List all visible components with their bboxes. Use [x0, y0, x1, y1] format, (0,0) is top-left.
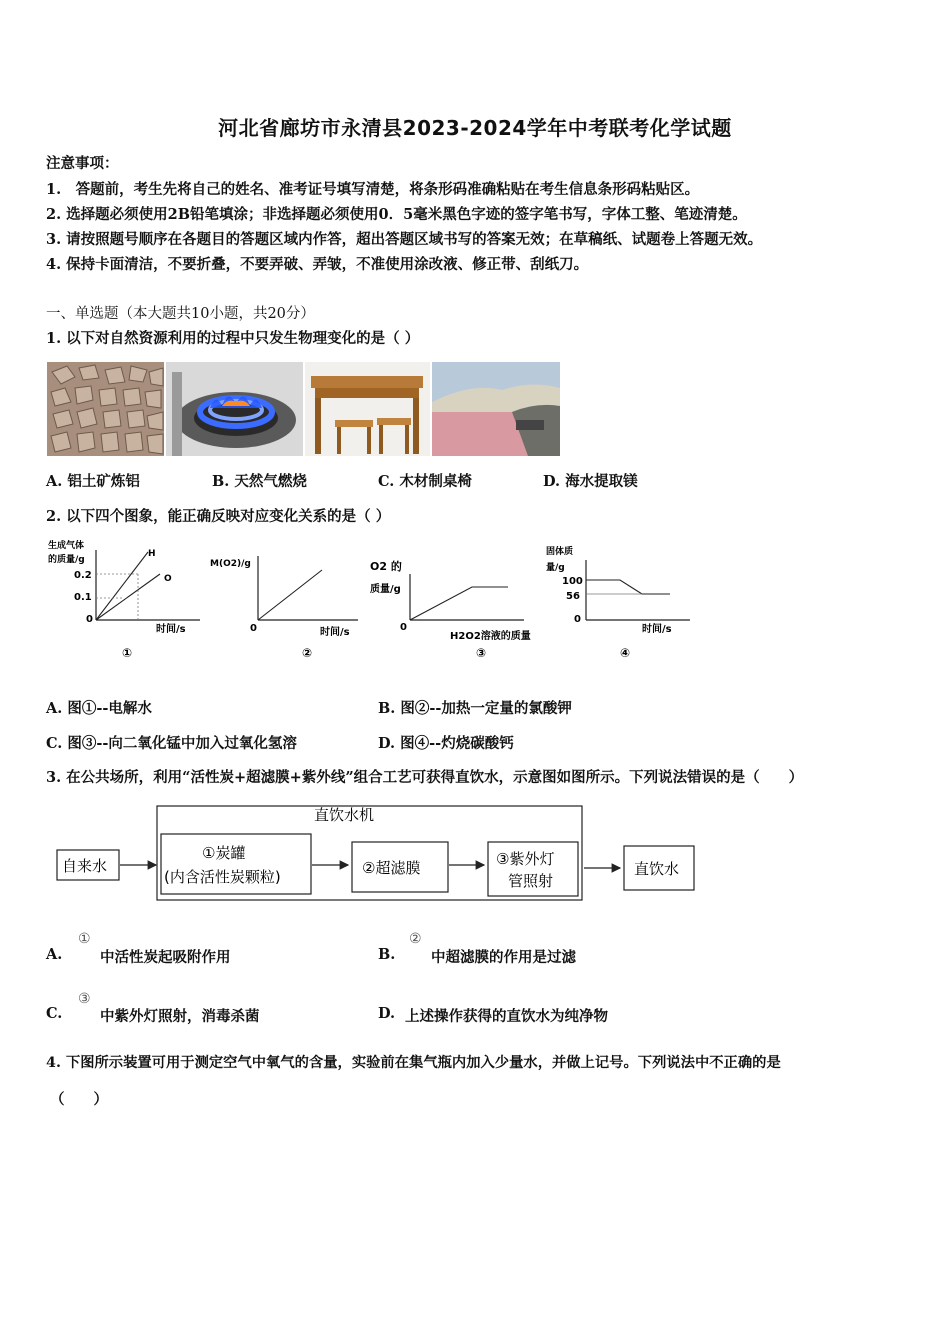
graph-4-number: ④ — [620, 646, 631, 660]
notice-heading: 注意事项： — [46, 155, 119, 172]
question-3-stem: 3. 在公共场所，利用“活性炭+超滤膜+紫外线”组合工艺可获得直饮水，示意图如图所示。下列说法错误的是（ ） — [46, 769, 804, 786]
q1-option-a[interactable]: A. 铝土矿炼铝 — [46, 473, 140, 490]
q2-option-d[interactable]: D. 图④--灼烧碳酸钙 — [378, 735, 514, 752]
graph-1-xlabel: 时间/s — [156, 624, 186, 635]
graph-4-tick: 100 — [562, 576, 583, 587]
graph-3-ylabel: 质量/g — [370, 584, 401, 595]
q3-option-d-letter[interactable]: D. — [378, 1005, 396, 1022]
graph-3-zero: 0 — [400, 622, 407, 633]
water-purifier-diagram — [50, 798, 710, 908]
graph-1-ylabel: 生成气体 — [48, 541, 85, 551]
q3-option-c-text[interactable]: 中紫外灯照射，消毒杀菌 — [100, 1008, 260, 1025]
source-label: 自来水 — [62, 857, 108, 875]
q1-option-c[interactable]: C. 木材制桌椅 — [378, 473, 472, 490]
notice-item: 2. 选择题必须使用2B铅笔填涂；非选择题必须使用0．5毫米黑色字迹的签字笔书写，字体工整、笔迹清楚。 — [46, 206, 747, 223]
notice-item: 1. 答题前，考生先将自己的姓名、准考证号填写清楚，将条形码准确粘贴在考生信息条形码粘贴区。 — [46, 181, 700, 198]
graph-3-xlabel: H2O2溶液的质量 — [450, 631, 531, 642]
q3-option-a-letter[interactable]: A. — [46, 946, 63, 963]
seawater-salt-field-photo — [432, 362, 560, 456]
step-3-label: ③紫外灯 — [496, 850, 555, 868]
q1-option-b[interactable]: B. 天然气燃烧 — [212, 473, 307, 490]
step-1-label: ①炭罐 — [202, 844, 246, 862]
q3-option-a-marker: ① — [78, 931, 91, 947]
q2-option-a[interactable]: A. 图①--电解水 — [46, 700, 152, 717]
graph-1 — [48, 539, 200, 660]
q3-option-a-text[interactable]: 中活性炭起吸附作用 — [100, 949, 231, 966]
q3-option-c-letter[interactable]: C. — [46, 1005, 63, 1022]
graph-4 — [546, 545, 690, 660]
step-3-detail: 管照射 — [508, 872, 554, 890]
gas-burner-photo — [166, 362, 303, 456]
q3-option-b-letter[interactable]: B. — [378, 946, 396, 963]
graph-4-xlabel: 时间/s — [642, 624, 672, 635]
graph-2-zero: 0 — [250, 623, 257, 634]
question-1-stem: 1. 以下对自然资源利用的过程中只发生物理变化的是（ ） — [46, 330, 420, 347]
step-2-label: ②超滤膜 — [362, 859, 421, 877]
q3-option-b-marker: ② — [409, 931, 422, 947]
graph-2 — [210, 556, 358, 660]
graph-4-ylabel: 量/g — [546, 563, 565, 573]
graph-4-tick: 56 — [566, 591, 580, 602]
graph-1-line-label: H — [148, 549, 156, 559]
graph-1-line-label: O — [164, 574, 172, 584]
question-4-paren: （ ） — [50, 1091, 108, 1108]
graph-1-number: ① — [122, 646, 133, 660]
notice-item: 3. 请按照题号顺序在各题目的答题区域内作答，超出答题区域书写的答案无效；在草稿纸、试题卷上答题无效。 — [46, 231, 763, 248]
graph-1-tick: 0.2 — [74, 570, 92, 581]
question-4-stem: 4. 下图所示装置可用于测定空气中氧气的含量，实验前在集气瓶内加入少量水，并做上记号。下列说法中不正确的是 — [46, 1055, 781, 1071]
graph-3-ylabel: O2 的 — [370, 560, 402, 573]
q2-option-b[interactable]: B. 图②--加热一定量的氯酸钾 — [378, 700, 572, 717]
q2-graphs — [40, 536, 700, 666]
wooden-furniture-photo — [305, 362, 430, 456]
graph-1-zero: 0 — [86, 614, 93, 625]
graph-3 — [370, 559, 531, 660]
bauxite-photo — [47, 362, 164, 456]
graph-1-ylabel: 的质量/g — [48, 555, 85, 565]
notice-item: 4. 保持卡面清洁，不要折叠，不要弄破、弄皱，不准使用涂改液、修正带、刮纸刀。 — [46, 256, 589, 273]
step-1-detail: (内含活性炭颗粒) — [164, 868, 281, 886]
page-title: 河北省廊坊市永清县2023-2024学年中考联考化学试题 — [218, 116, 732, 140]
q3-option-d-text[interactable]: 上述操作获得的直饮水为纯净物 — [405, 1008, 608, 1025]
q3-option-b-text[interactable]: 中超滤膜的作用是过滤 — [431, 949, 576, 966]
graph-4-ylabel: 固体质 — [546, 547, 574, 557]
graph-2-xlabel: 时间/s — [320, 627, 350, 638]
q1-option-d[interactable]: D. 海水提取镁 — [543, 473, 638, 490]
q3-option-c-marker: ③ — [78, 991, 91, 1007]
machine-label: 直饮水机 — [314, 806, 375, 824]
q2-option-c[interactable]: C. 图③--向二氧化锰中加入过氧化氢溶 — [46, 735, 297, 752]
graph-2-number: ② — [302, 646, 313, 660]
graph-4-zero: 0 — [574, 614, 581, 625]
section-heading: 一、单选题（本大题共10小题，共20分） — [46, 306, 315, 322]
question-2-stem: 2. 以下四个图象，能正确反映对应变化关系的是（ ） — [46, 508, 391, 525]
graph-2-ylabel: M(O2)/g — [210, 559, 251, 569]
graph-1-tick: 0.1 — [74, 592, 92, 603]
output-label: 直饮水 — [634, 860, 680, 878]
graph-3-number: ③ — [476, 646, 487, 660]
